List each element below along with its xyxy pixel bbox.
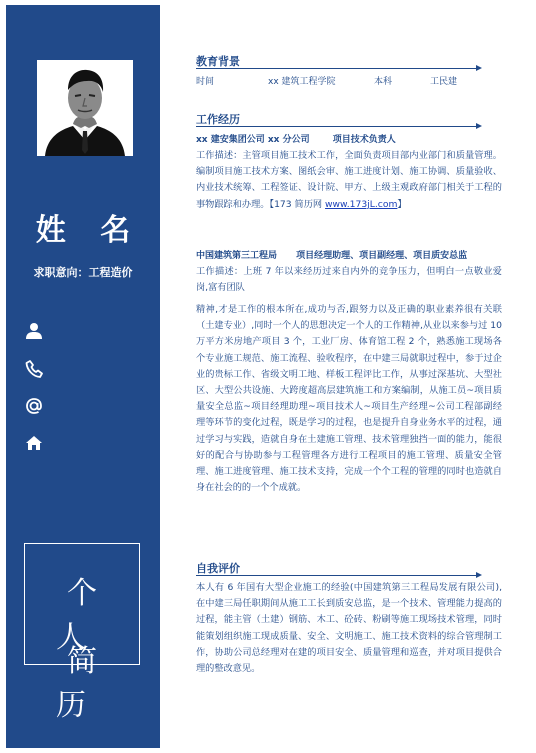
education-row xyxy=(196,74,496,86)
job-intent: 求职意向：工程造价 xyxy=(33,266,133,279)
phone-icon xyxy=(24,359,44,379)
job2-company: 中国建筑第三工程局 xyxy=(196,251,278,261)
name-heading: 姓 名 xyxy=(35,213,143,248)
education-time: 时间 xyxy=(196,77,215,87)
main-content xyxy=(196,0,506,753)
job1-description xyxy=(196,148,502,213)
job2-description-2: 精神,才是工作的根本所在,成功与否,跟努力以及正确的职业素养很有关联（土建专业）,同时一个人的思想决定一个人的工作精神,从业以来参与过 10 万平方米房地产项目 3 个，工业厂房、体育馆工程 2 个，熟悉施工现场各个专业施工规范、施工流程、验收程序，在中建三局就职过程中，参于过企业的贵标工作、省级文明工地、样板工程评比工作，从事过深基坑、大型社区、大型公共设施、大跨度超高层建筑施工和方案编制，从施工员~项目质量安全总监~项目经理助理~项目技术人~项目生产经理~公司工程部副经理等环节的变化过程，既是学习的过程，也是提升自身业务水平的过程，通过学习与实践，造就自身在土建施工管理、技术管理独挡一面的能力，能很好的配合与协助参与工程管理各方进行工程项目的施工管理、质量安全管理、施工进度管理、施工技术支持，完成一个个工程的管理的同时也造就自身在社会的的一个个成就。 xyxy=(196,304,502,494)
job1-link[interactable]: www.173jL.com xyxy=(325,198,398,210)
self-eval-rule xyxy=(196,575,478,576)
job2-header xyxy=(196,248,467,261)
education-rule xyxy=(196,68,478,69)
portrait-image xyxy=(37,60,133,156)
work-title: 工作经历 xyxy=(196,113,240,126)
home-icon xyxy=(24,433,44,453)
job2-position: 项目经理助理、项目副经理、项目质安总监 xyxy=(296,251,468,261)
at-icon xyxy=(24,396,44,416)
job1-desc-end: 】 xyxy=(397,198,407,210)
job1-desc-text: 工作描述：主管项目施工技术工作，全面负责项目部内业部门和质量管理。编制项目施工技术方案、图纸会审、施工进度计划、施工协调、质量验收、内业技术统筹、工程签证、设计院、甲方、上级主观政府部门相关于工程的事物跟踪和办理。【173 简历网 xyxy=(196,150,502,210)
education-major: 工民建 xyxy=(430,77,458,87)
work-rule xyxy=(196,126,478,127)
education-title: 教育背景 xyxy=(196,55,240,68)
job1-company: xx 建安集团公司 xx 分公司 xyxy=(196,135,310,145)
avatar xyxy=(37,60,133,156)
self-eval-text: 本人有 6 年国有大型企业施工的经验(中国建筑第三工程局发展有限公司),在中建三局任职期间从施工工长到质安总监，是一个技术、管理能力提高的过程，能主管（土建）钢筋、木工、砼砖、粉刷等施工现场技术管理，同时能策划组织施工现成质量、安全、文明施工、施工技术资料的综合管理制工作，协助公司总经理对在建的项目安全、质量管理和巡查，并对项目提供合理的整改意见。 xyxy=(196,582,502,675)
job1-header xyxy=(196,132,396,145)
card-line-1: 个人 xyxy=(56,576,119,655)
sidebar xyxy=(6,5,160,748)
card-line-2: 简历 xyxy=(56,644,119,723)
user-icon xyxy=(24,321,44,341)
job2-description-1: 工作描述：上班 7 年以来经历过来自内外的竞争压力，但明白一点敬业爱岗,富有团队 xyxy=(196,266,502,294)
education-school: xx 建筑工程学院 xyxy=(268,77,336,87)
resume-card xyxy=(24,543,140,723)
education-degree: 本科 xyxy=(374,77,393,87)
job1-position: 项目技术负责人 xyxy=(332,135,396,145)
self-eval-title: 自我评价 xyxy=(196,562,240,575)
